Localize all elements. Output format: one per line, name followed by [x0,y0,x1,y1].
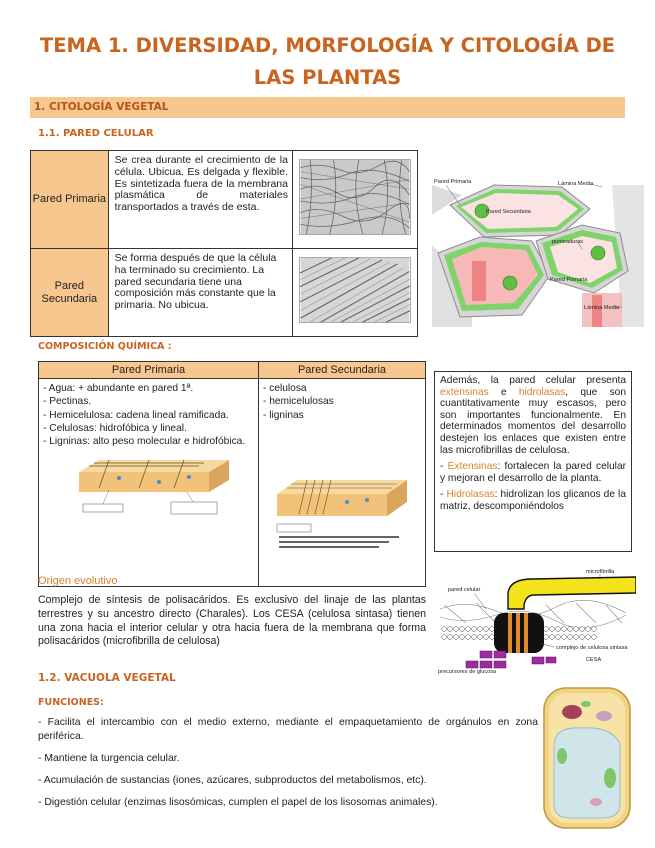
origen-title: Origen evolutivo [38,575,118,587]
pared-table [30,150,418,337]
primary-wall-illustration [59,452,239,524]
box-text: , que son cuantitativamente muy escasos, pero son importantes funcionalmente. En determinados momentos del desarrollo destejen los enlaces que existen entre las microfibrillas de celulosa. [440,386,626,456]
subheading-composicion: COMPOSICIÓN QUÍMICA : [38,341,172,352]
label-pared-primaria: Pared Primaria [434,179,472,185]
comp-cell-primaria [39,379,259,587]
highlight-hidrolasas: hidrolasas [518,386,566,398]
funcion-item: - Mantiene la turgencia celular. [38,753,180,764]
vacuole-cell-illustration [542,686,632,831]
subheading-funciones: FUNCIONES: [38,697,104,708]
pared-secundaria-text: Se forma después de que la célula ha terminado su crecimiento. La pared secundaria tiene una composición más constante que la primaria. No ubicua. [108,249,292,337]
comp-header-primaria: Pared Primaria [39,362,259,379]
micrograph-primary-wall [299,159,411,235]
pared-secundaria-label: Pared Secundaria [31,249,109,337]
highlight-extensinas: extensinas [440,386,489,398]
comp-cell-secundaria [259,379,426,587]
pared-row-primaria [31,151,418,249]
term-extensinas: Extensinas [447,461,498,473]
box-text: Además, la pared celular presenta [440,375,626,386]
page-title: TEMA 1. DIVERSIDAD, MORFOLOGÍA Y CITOLOGÍA DE LAS PLANTAS [39,34,616,89]
term-hidrolasas: Hidrolasas [446,489,495,501]
label-lamina-media-bottom: Lámina Media [584,305,620,311]
origen-text: Complejo de síntesis de polisacáridos. Es exclusivo del linaje de las plantas terrestres y su ancestro directo (Charales). Los CESA (celulosa sintasa) tienen una zona hacia el interior celular y otra hacia fuera de la membrana que forma polisacáridos (microfibrilla de celulosa) [38,594,426,648]
comp-primaria-item: - Pectinas. [43,396,92,408]
label-pared-celular: pared celular [448,587,481,593]
label-punteaduras: punteaduras [552,239,584,245]
pared-primaria-label: Pared Primaria [31,151,109,249]
comp-primaria-item: - Ligninas: alto peso molecular e hidrofóbica. [43,436,246,448]
box-text: e [488,386,519,398]
secondary-wall-illustration [267,472,417,552]
subheading-vacuola: 1.2. VACUOLA VEGETAL [38,672,176,684]
box-dash: - [440,461,448,473]
label-lamina-media-top: Lámina Media [558,181,594,187]
label-microfibrilla: microfibrilla [586,569,615,575]
comp-primaria-item: - Hemicelulosa: cadena lineal ramificada. [43,409,229,421]
comp-secundaria-item: - celulosa [263,383,307,394]
label-complejo: complejo de celulosa sintasa [556,645,628,651]
subheading-pared-celular: 1.1. PARED CELULAR [38,128,154,139]
comp-primaria-item: - Celulosas: hidrofóbica y lineal. [43,422,187,434]
enzymes-info-box [434,371,632,552]
pared-primaria-text: Se crea durante el crecimiento de la célula. Ubicua. Es delgada y flexible. Es sintetizada fuera de la membrana plasmática de materiales transportados a través de esta. [108,151,292,249]
label-pared-primaria-inner: Pared Primaria [550,277,588,283]
composition-table [38,361,426,587]
comp-header-secundaria: Pared Secundaria [259,362,426,379]
label-pared-secundaria: Pared Secundaria [486,209,531,215]
cell-wall-diagram [432,175,644,327]
cellulose-synthase-diagram [436,565,636,680]
box-dash: - [440,489,447,501]
comp-secundaria-item: - hemicelulosas [263,396,334,408]
funcion-item: - Facilita el intercambio con el medio externo, mediante el empaquetamiento de orgánulos en zona periférica. [38,717,538,742]
label-cesa: CESA [586,657,602,663]
comp-primaria-item: - Agua: + abundante en pared 1ª. [43,383,194,394]
funcion-item: - Acumulación de sustancias (iones, azúcares, subproductos del metabolismos, etc). [38,775,427,786]
pared-secundaria-image-cell [292,249,417,337]
section-heading-citologia: 1. CITOLOGÍA VEGETAL [30,97,625,118]
pared-primaria-image-cell [292,151,417,249]
label-precursores: precursores de glucosa [438,669,497,675]
pared-row-secundaria [31,249,418,337]
box-text: : fortalecen la pared celular y mejoran el desarrollo de la planta. [440,461,626,484]
micrograph-secondary-wall [299,257,411,323]
funcion-item: - Digestión celular (enzimas lisosómicas, cumplen el papel de los lisosomas animales). [38,797,438,808]
box-text: : hidrolizan los glicanos de la matriz, descomponiéndolos [440,489,626,512]
comp-secundaria-item: - ligninas [263,409,304,421]
